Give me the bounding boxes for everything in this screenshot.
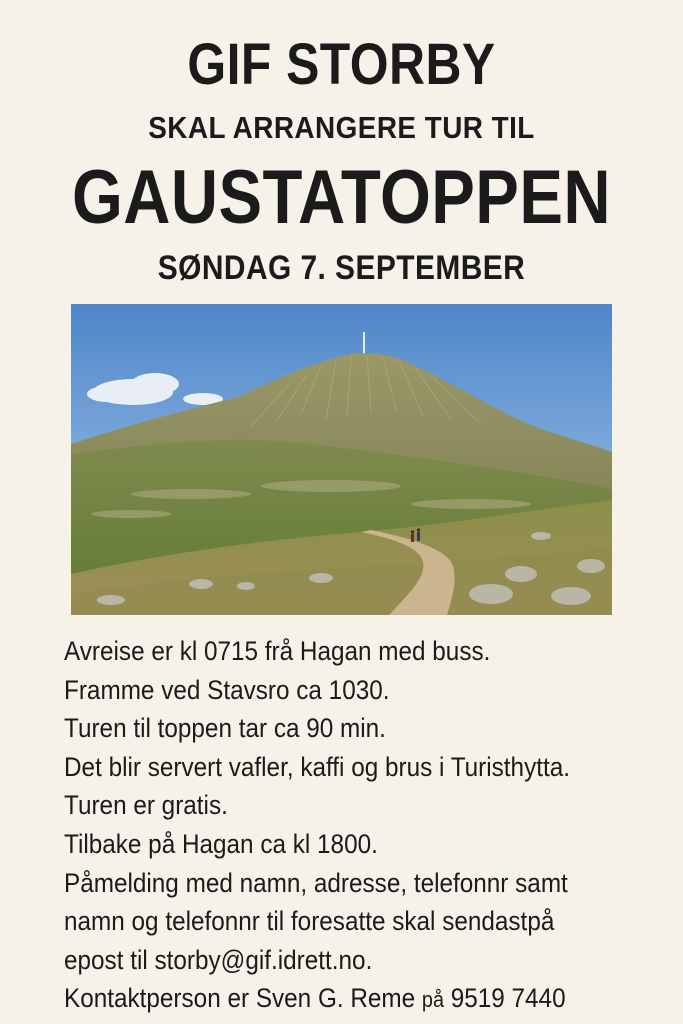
detail-email-line [64, 941, 613, 980]
contact-pa: på [421, 987, 444, 1013]
event-date: SØNDAG 7. SEPTEMBER [157, 249, 526, 287]
email-link[interactable]: storby@gif.idrett.no [154, 944, 366, 975]
club-name: GIF STORBY [187, 32, 496, 97]
contact-person: Kontaktperson er Sven G. Reme [64, 983, 422, 1014]
detail-departure: Avreise er kl 0715 frå Hagan med buss. [64, 636, 491, 666]
detail-duration: Turen til toppen tar ca 90 min. [64, 713, 386, 744]
detail-arrival: Framme ved Stavsro ca 1030. [64, 674, 390, 705]
detail-return: Tilbake på Hagan ca kl 1800. [64, 828, 378, 859]
detail-signup-line-1: Påmelding med namn, adresse, telefonnr samt [64, 867, 568, 898]
email-prefix: epost til [64, 944, 155, 975]
destination-title: GAUSTATOPPEN [71, 155, 611, 240]
email-suffix: . [365, 944, 373, 975]
contact-phone[interactable]: 9519 7440 [443, 983, 566, 1014]
detail-contact-line [64, 979, 613, 1020]
detail-signup-line-2: namn og telefonnr til foresatte skal sendastpå [64, 906, 555, 937]
detail-refreshments: Det blir servert vafler, kaffi og brus i Turisthytta. [64, 751, 570, 782]
event-details [64, 632, 674, 1020]
detail-price: Turen er gratis. [64, 790, 228, 821]
subtitle: SKAL ARRANGERE TUR TIL [148, 110, 535, 145]
mountain-photo [71, 304, 612, 615]
